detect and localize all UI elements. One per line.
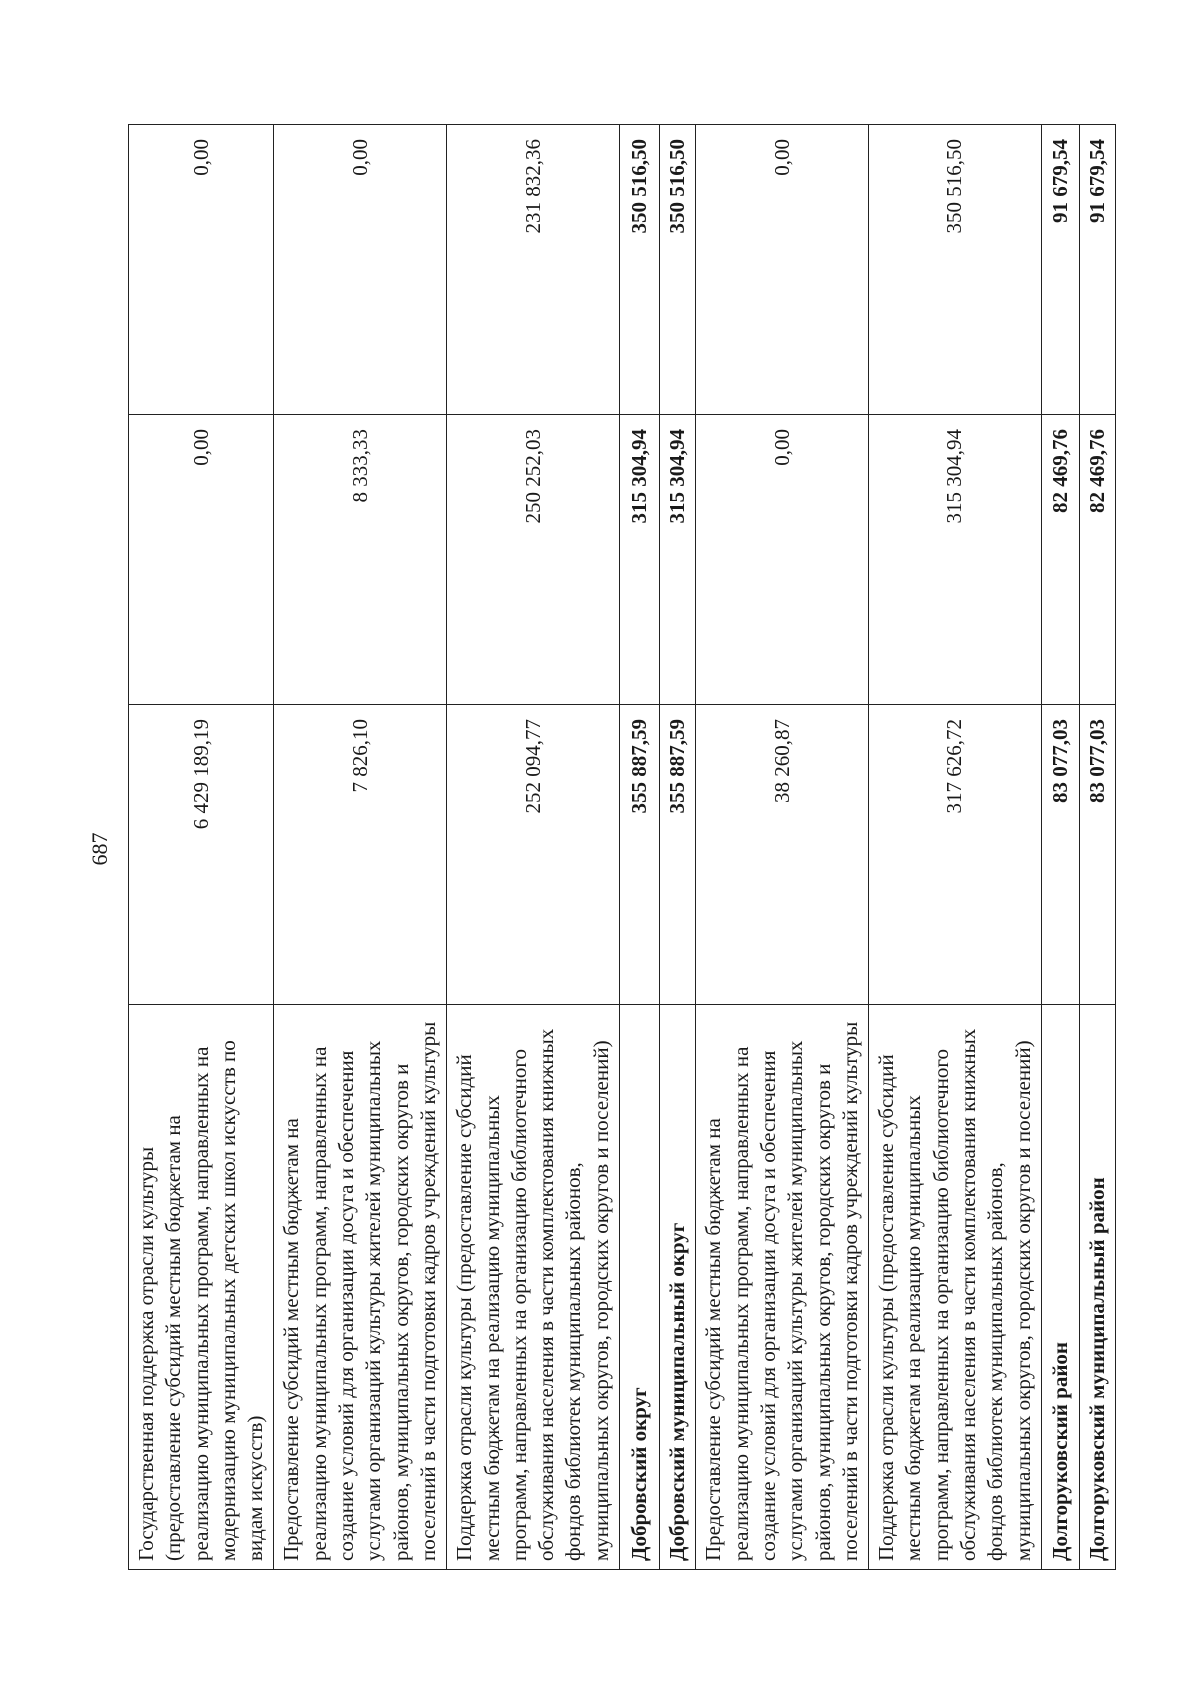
row-value-3: 0,00 [274, 125, 447, 415]
row-value-2: 315 304,94 [869, 415, 1042, 705]
table-row [129, 125, 274, 1570]
row-value-3: 0,00 [129, 125, 274, 415]
row-value-1: 7 826,10 [274, 705, 447, 1005]
row-description: Добровский округ [620, 1005, 660, 1570]
row-value-1: 355 887,59 [660, 705, 696, 1005]
page-number: 687 [87, 832, 112, 866]
row-value-1: 252 094,77 [447, 705, 620, 1005]
row-value-2: 0,00 [696, 415, 869, 705]
table-row [869, 125, 1042, 1570]
row-value-3: 350 516,50 [620, 125, 660, 415]
table-row [660, 125, 696, 1570]
row-value-2: 315 304,94 [620, 415, 660, 705]
budget-table [128, 124, 1116, 1570]
row-description: Долгоруковский муниципальный район [1079, 1005, 1115, 1570]
row-value-3: 0,00 [696, 125, 869, 415]
table-row [696, 125, 869, 1570]
row-value-2: 82 469,76 [1041, 415, 1079, 705]
row-value-3: 231 832,36 [447, 125, 620, 415]
row-value-3: 350 516,50 [660, 125, 696, 415]
row-value-2: 0,00 [129, 415, 274, 705]
row-value-1: 6 429 189,19 [129, 705, 274, 1005]
table-row [620, 125, 660, 1570]
row-description: Государственная поддержка отрасли культуры (предоставление субсидий местным бюджетам на реализацию муниципальных программ, направленных на модернизацию муниципальных детских школ искусств по видам искусств) [129, 1005, 274, 1570]
row-value-3: 91 679,54 [1079, 125, 1115, 415]
rotated-page-content [128, 125, 1109, 1570]
table-row [1041, 125, 1079, 1570]
row-description: Предоставление субсидий местным бюджетам на реализацию муниципальных программ, направленных на создание условий для организации досуга и обеспечения услугами организаций культуры жителей муниципальных районов, муниципальных округов, городских округов и поселений в части подготовки кадров учреждений культуры [274, 1005, 447, 1570]
row-description: Долгоруковский район [1041, 1005, 1079, 1570]
table-row [447, 125, 620, 1570]
row-value-3: 91 679,54 [1041, 125, 1079, 415]
row-value-2: 250 252,03 [447, 415, 620, 705]
row-description: Поддержка отрасли культуры (предоставление субсидий местным бюджетам на реализацию муниципальных программ, направленных на организацию библиотечного обслуживания населения в части комплектования книжных фондов библиотек муниципальных районов, муниципальных округов, городских округов и поселений) [869, 1005, 1042, 1570]
row-description: Добровский муниципальный округ [660, 1005, 696, 1570]
row-value-2: 315 304,94 [660, 415, 696, 705]
table-row [1079, 125, 1115, 1570]
table-row [274, 125, 447, 1570]
row-value-1: 83 077,03 [1041, 705, 1079, 1005]
row-value-1: 317 626,72 [869, 705, 1042, 1005]
row-value-1: 83 077,03 [1079, 705, 1115, 1005]
row-description: Предоставление субсидий местным бюджетам на реализацию муниципальных программ, направленных на создание условий для организации досуга и обеспечения услугами организаций культуры жителей муниципальных районов, муниципальных округов, городских округов и поселений в части подготовки кадров учреждений культуры [696, 1005, 869, 1570]
row-value-2: 82 469,76 [1079, 415, 1115, 705]
row-value-1: 38 260,87 [696, 705, 869, 1005]
row-value-1: 355 887,59 [620, 705, 660, 1005]
row-description: Поддержка отрасли культуры (предоставление субсидий местным бюджетам на реализацию муниципальных программ, направленных на организацию библиотечного обслуживания населения в части комплектования книжных фондов библиотек муниципальных районов, муниципальных округов, городских округов и поселений) [447, 1005, 620, 1570]
row-value-2: 8 333,33 [274, 415, 447, 705]
row-value-3: 350 516,50 [869, 125, 1042, 415]
